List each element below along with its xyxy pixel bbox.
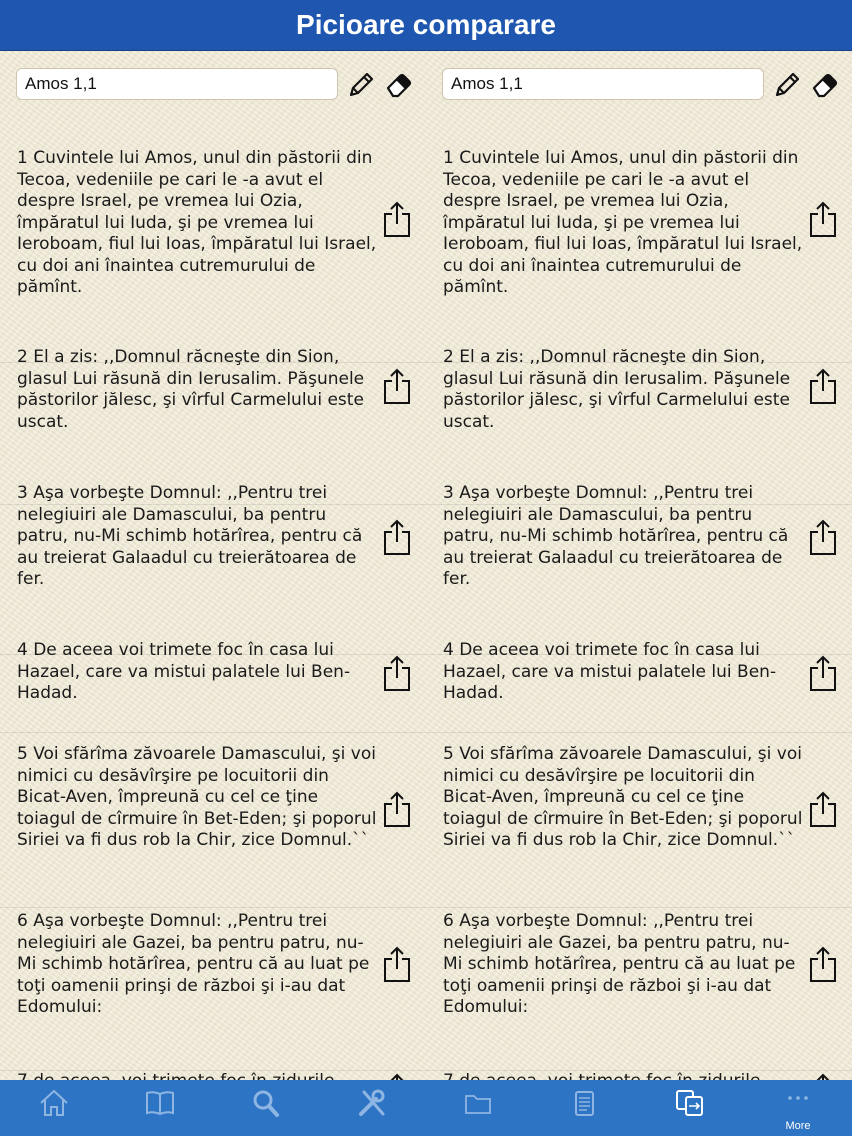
compare-pane-left bbox=[0, 50, 426, 1080]
book-icon bbox=[144, 1088, 176, 1118]
reference-input[interactable] bbox=[16, 68, 338, 100]
verse-text: 4 De aceea voi trimete foc în casa lui Hazael, care va mistui palatele lui Ben-Hadad. bbox=[17, 640, 351, 703]
verse-item bbox=[426, 732, 852, 908]
verse-item bbox=[0, 483, 426, 655]
verse-text: 2 El a zis: ,,Domnul răcneşte din Sion, glasul Lui răsună din Ierusalim. Păşunele păstorilor jălesc, şi vîrful Carmelului este uscat. bbox=[17, 347, 365, 432]
search-icon bbox=[250, 1088, 282, 1118]
tab-book[interactable] bbox=[130, 1080, 190, 1136]
reference-bar bbox=[16, 68, 416, 102]
verse-text: 6 Aşa vorbeşte Domnul: ,,Pentru trei nelegiuiri ale Gazei, ba pentru patru, nu-Mi schimb hotărîrea, pentru că au luat pe toţi oamenii prinşi de război şi i-au dat Edomului: bbox=[17, 911, 370, 1017]
home-icon bbox=[38, 1088, 70, 1118]
share-icon[interactable] bbox=[806, 945, 840, 983]
tab-folder[interactable] bbox=[448, 1080, 508, 1136]
share-icon[interactable] bbox=[806, 654, 840, 692]
tab-notes[interactable] bbox=[554, 1080, 614, 1136]
share-icon[interactable] bbox=[380, 654, 414, 692]
reference-bar bbox=[442, 68, 842, 102]
notes-icon bbox=[568, 1088, 600, 1118]
verse-item bbox=[0, 130, 426, 363]
share-icon[interactable] bbox=[806, 518, 840, 556]
verse-text: 5 Voi sfărîma zăvoarele Damascului, şi voi nimici cu desăvîrşire pe locuitorii din Bicat-Aven, împreună cu cel ce ţine toiagul de cîrmuire în Bet-Eden; şi poporul Siriei va fi dus rob la Chir, zice Domnul.`` bbox=[443, 744, 803, 850]
more-icon bbox=[782, 1088, 814, 1108]
verse-text: 4 De aceea voi trimete foc în casa lui Hazael, care va mistui palatele lui Ben-Hadad. bbox=[443, 640, 777, 703]
share-icon[interactable] bbox=[380, 790, 414, 828]
verse-item bbox=[0, 907, 426, 1071]
verse-text: 1 Cuvintele lui Amos, unul din păstorii din Tecoa, vedeniile pe cari le -a avut el despre Israel, pe vremea lui Ozia, împăratul lui Iuda, şi pe vremea lui Ieroboam, fiul lui Ioas, împăratul lui Israel, cu doi ani înaintea cutremurului de pămînt. bbox=[17, 148, 377, 297]
verse-text: 3 Aşa vorbeşte Domnul: ,,Pentru trei nelegiuiri ale Damascului, ba pentru patru, nu-Mi schimb hotărîrea, pentru că au treierat Galaadul cu treierătoarea de fer. bbox=[443, 483, 789, 589]
verse-text: 2 El a zis: ,,Domnul răcneşte din Sion, glasul Lui răsună din Ierusalim. Păşunele păstorilor jălesc, şi vîrful Carmelului este uscat. bbox=[443, 347, 791, 432]
pencil-icon[interactable] bbox=[346, 70, 376, 100]
pencil-icon[interactable] bbox=[772, 70, 802, 100]
share-icon[interactable] bbox=[380, 518, 414, 556]
verse-item bbox=[0, 640, 426, 733]
share-icon[interactable] bbox=[806, 790, 840, 828]
verse-text: 6 Aşa vorbeşte Domnul: ,,Pentru trei nelegiuiri ale Gazei, ba pentru patru, nu-Mi schimb hotărîrea, pentru că au luat pe toţi oamenii prinşi de război şi i-au dat Edomului: bbox=[443, 911, 796, 1017]
share-icon[interactable] bbox=[806, 200, 840, 238]
verse-item bbox=[426, 130, 852, 363]
eraser-icon[interactable] bbox=[384, 70, 414, 100]
verse-text: 1 Cuvintele lui Amos, unul din păstorii din Tecoa, vedeniile pe cari le -a avut el despre Israel, pe vremea lui Ozia, împăratul lui Iuda, şi pe vremea lui Ieroboam, fiul lui Ioas, împăratul lui Israel, cu doi ani înaintea cutremurului de pămînt. bbox=[443, 148, 803, 297]
tab-more[interactable] bbox=[768, 1080, 828, 1136]
tab-more-label: More bbox=[785, 1120, 811, 1132]
share-icon[interactable] bbox=[380, 367, 414, 405]
tab-tools[interactable] bbox=[342, 1080, 402, 1136]
tab-home[interactable] bbox=[24, 1080, 84, 1136]
share-icon[interactable] bbox=[380, 945, 414, 983]
verse-text: 3 Aşa vorbeşte Domnul: ,,Pentru trei nelegiuiri ale Damascului, ba pentru patru, nu-Mi schimb hotărîrea, pentru că au treierat Galaadul cu treierătoarea de fer. bbox=[17, 483, 363, 589]
verse-item bbox=[426, 483, 852, 655]
tab-bar bbox=[0, 1080, 852, 1136]
folder-icon bbox=[462, 1088, 494, 1118]
share-icon[interactable] bbox=[806, 367, 840, 405]
verse-text: 5 Voi sfărîma zăvoarele Damascului, şi voi nimici cu desăvîrşire pe locuitorii din Bicat-Aven, împreună cu cel ce ţine toiagul de cîrmuire în Bet-Eden; şi poporul Siriei va fi dus rob la Chir, zice Domnul.`` bbox=[17, 744, 377, 850]
verse-item bbox=[426, 640, 852, 733]
tools-icon bbox=[356, 1088, 388, 1118]
reference-input[interactable] bbox=[442, 68, 764, 100]
page-title: Picioare comparare bbox=[0, 0, 852, 51]
tab-compare[interactable] bbox=[660, 1080, 720, 1136]
eraser-icon[interactable] bbox=[810, 70, 840, 100]
compare-icon bbox=[674, 1088, 706, 1118]
compare-pane-right bbox=[426, 50, 852, 1080]
verse-item bbox=[426, 907, 852, 1071]
share-icon[interactable] bbox=[380, 200, 414, 238]
verse-item bbox=[0, 732, 426, 908]
tab-search[interactable] bbox=[236, 1080, 296, 1136]
